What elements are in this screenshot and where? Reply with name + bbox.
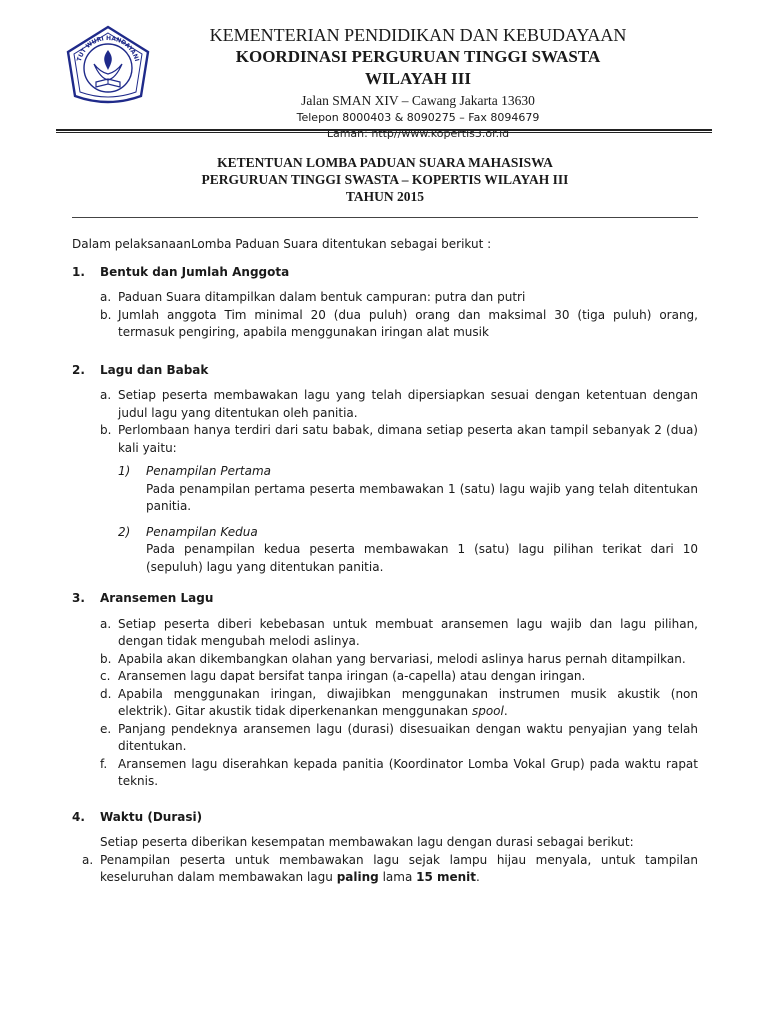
section-heading (72, 362, 698, 380)
section-title: Waktu (Durasi) (100, 809, 203, 824)
section-title: Lagu dan Babak (100, 362, 209, 377)
item-text: Aransemen lagu dapat bersifat tanpa iringan (a-capella) atau dengan iringan. (118, 669, 586, 683)
title-line-1: KETENTUAN LOMBA PADUAN SUARA MAHASISWA (217, 155, 553, 170)
section-title: Bentuk dan Jumlah Anggota (100, 264, 290, 279)
item-text: Perlombaan hanya terdiri dari satu babak, dimana setiap peserta akan tampil sebanyak 2 (dua) kali yaitu: (118, 423, 698, 455)
item-text: Jumlah anggota Tim minimal 20 (dua puluh) orang dan maksimal 30 (tiga puluh) orang, termasuk pengiring, apabila menggunakan iringan alat musik (118, 307, 698, 339)
sub-item-marker: 1) (118, 464, 131, 478)
section-title: Aransemen Lagu (100, 591, 214, 605)
list-item (100, 616, 698, 651)
item-marker: a. (82, 852, 94, 867)
item-text: Setiap peserta membawakan lagu yang telah dipersiapkan sesuai dengan ketentuan dengan judul lagu yang ditentukan oleh panitia. (118, 388, 698, 420)
item-text: Setiap peserta diberi kebebasan untuk membuat aransemen lagu wajib dan lagu pilihan, dengan tidak mengubah melodi aslinya. (118, 616, 698, 648)
item-text-end: . (476, 870, 480, 884)
list-item (100, 721, 698, 756)
section-number: 4. (72, 809, 85, 824)
letterhead-divider-thin (56, 132, 712, 133)
svg-text:TUT WURI HANDAYANI: TUT WURI HANDAYANI (75, 34, 141, 63)
list-item (100, 756, 698, 791)
item-marker: b. (100, 651, 112, 666)
list-item (82, 852, 698, 887)
item-marker: a. (100, 388, 112, 402)
list-item (100, 289, 698, 307)
section-number: 2. (72, 362, 85, 377)
item-text-end: . (503, 704, 508, 718)
section-heading (72, 590, 698, 608)
section-1 (72, 264, 698, 342)
agency-name: KOORDINASI PERGURUAN TINGGI SWASTA (235, 47, 601, 66)
section-heading (72, 264, 698, 282)
section-3 (72, 590, 698, 791)
item-text: Apabila akan dikembangkan olahan yang bervariasi, melodi aslinya harus pernah ditampilkan. (118, 651, 686, 666)
item-marker: a. (100, 290, 112, 304)
sub-item-text: Pada penampilan kedua peserta membawakan 1 (satu) lagu pilihan terikat dari 10 (sepuluh) lagu yang ditentukan panitia. (146, 542, 698, 574)
item-marker: c. (100, 669, 111, 683)
list-item (100, 651, 698, 669)
item-emphasis: spool (471, 704, 504, 718)
sub-item-title: Penampilan Pertama (146, 464, 271, 478)
section-2 (72, 362, 698, 577)
list-item (100, 668, 698, 686)
list-item (100, 307, 698, 342)
item-marker: f. (100, 756, 108, 771)
sub-item-marker: 2) (118, 524, 131, 539)
section-paragraph: Setiap peserta diberikan kesempatan membawakan lagu dengan durasi sebagai berikut: (100, 835, 634, 849)
section-number: 3. (72, 591, 85, 605)
item-text: Aransemen lagu diserahkan kepada panitia (Koordinator Lomba Vokal Grup) pada waktu rapat teknis. (118, 756, 698, 788)
title-line-2: PERGURUAN TINGGI SWASTA – KOPERTIS WILAYAH III (201, 172, 569, 187)
phone-fax: Telepon 8000403 & 8090275 – Fax 8094679 (296, 111, 540, 124)
item-marker: b. (100, 307, 112, 322)
website: Laman: http//www.kopertis3.or.id (326, 127, 510, 140)
list-item (100, 387, 698, 422)
item-marker: a. (100, 616, 112, 631)
letterhead (150, 24, 686, 142)
item-text: Penampilan peserta untuk membawakan lagu sejak lampu hijau menyala, untuk tampilan keseluruhan dalam membawakan lagu (100, 852, 698, 884)
item-marker: b. (100, 423, 112, 437)
section-number: 1. (72, 264, 85, 279)
item-bold-duration: 15 menit (416, 870, 477, 884)
title-line-3: TAHUN 2015 (345, 189, 425, 204)
region-name: WILAYAH III (365, 69, 471, 88)
intro-text: Dalam pelaksanaanLomba Paduan Suara ditentukan sebagai berikut : (72, 237, 492, 251)
item-text: Paduan Suara ditampilkan dalam bentuk campuran: putra dan putri (118, 290, 526, 304)
item-text: Apabila menggunakan iringan, diwajibkan menggunakan instrumen musik akustik (non elektrik). Gitar akustik tidak diperkenankan menggunakan (118, 686, 698, 718)
title-divider (72, 217, 698, 218)
letterhead-divider (56, 129, 712, 131)
list-item (100, 686, 698, 721)
item-text: Panjang pendeknya aransemen lagu (durasi) disesuaikan dengan waktu penyajian yang telah ditentukan. (118, 721, 698, 753)
document-body (72, 236, 698, 887)
document-title (72, 154, 698, 205)
sub-list-item (118, 524, 698, 577)
sub-list-item (118, 463, 698, 516)
ministry-name: KEMENTERIAN PENDIDIKAN DAN KEBUDAYAAN (209, 25, 627, 45)
section-4 (72, 809, 698, 887)
sub-item-title: Penampilan Kedua (146, 524, 258, 539)
address: Jalan SMAN XIV – Cawang Jakarta 13630 (301, 93, 535, 108)
item-marker: d. (100, 686, 112, 701)
section-heading (72, 809, 698, 827)
sub-item-text: Pada penampilan pertama peserta membawakan 1 (satu) lagu wajib yang telah ditentukan panitia. (146, 481, 698, 513)
list-item (100, 422, 698, 457)
item-marker: e. (100, 721, 112, 736)
item-bold: paling (336, 870, 379, 884)
item-text-mid: lama (378, 870, 417, 884)
tut-wuri-handayani-logo (64, 24, 152, 108)
